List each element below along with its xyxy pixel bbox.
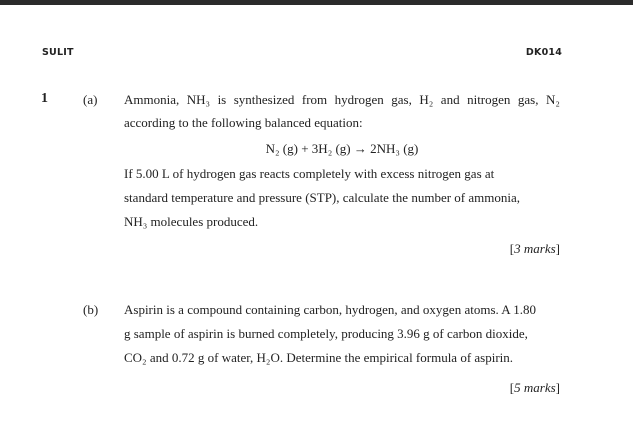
part-a-line-2: according to the following balanced equation: — [124, 115, 363, 130]
top-border-bar — [0, 0, 633, 5]
part-b-label: (b) — [83, 302, 99, 317]
header-sulit: SULIT — [42, 47, 74, 58]
bracket-open: [ — [509, 380, 515, 395]
part-b-marks — [510, 380, 560, 396]
marks-value: 3 marks — [514, 241, 556, 256]
word: hydrogen — [334, 92, 384, 107]
word: H₂ — [419, 92, 434, 107]
word: gas, — [391, 92, 412, 107]
word: is — [217, 92, 227, 107]
part-b-line-1: Aspirin is a compound containing carbon, hydrogen, and oxygen atoms. A 1.80 — [124, 302, 536, 317]
bracket-close: ] — [555, 241, 560, 256]
word: synthesized — [233, 92, 295, 107]
part-a-line-1 — [124, 92, 560, 108]
word: Ammonia, — [124, 92, 180, 107]
part-a-label: (a) — [83, 92, 98, 107]
word: gas, — [517, 92, 539, 107]
balanced-equation: N₂ (g) + 3H₂ (g) → 2NH₃ (g) — [265, 141, 419, 156]
part-a-line-4: standard temperature and pressure (STP), calculate the number of ammonia, — [124, 190, 520, 205]
part-a-marks — [510, 241, 560, 257]
header-course-code: DK014 — [525, 47, 562, 58]
word: N₂ — [546, 92, 560, 107]
marks-value: 5 marks — [514, 380, 556, 395]
word: from — [301, 92, 328, 107]
part-a-line-3: If 5.00 L of hydrogen gas reacts completely with excess nitrogen gas at — [124, 166, 495, 181]
part-b-line-2: g sample of aspirin is burned completely, producing 3.96 g of carbon dioxide, — [124, 326, 528, 341]
word: nitrogen — [467, 92, 511, 107]
bracket-close: ] — [555, 380, 560, 395]
part-a-line-5: NH₃ molecules produced. — [124, 214, 259, 229]
question-number: 1 — [41, 91, 48, 106]
word: NH₃ — [186, 92, 211, 107]
word: and — [440, 92, 460, 107]
part-b-line-3: CO₂ and 0.72 g of water, H₂O. Determine the empirical formula of aspirin. — [124, 350, 514, 365]
bracket-open: [ — [509, 241, 515, 256]
